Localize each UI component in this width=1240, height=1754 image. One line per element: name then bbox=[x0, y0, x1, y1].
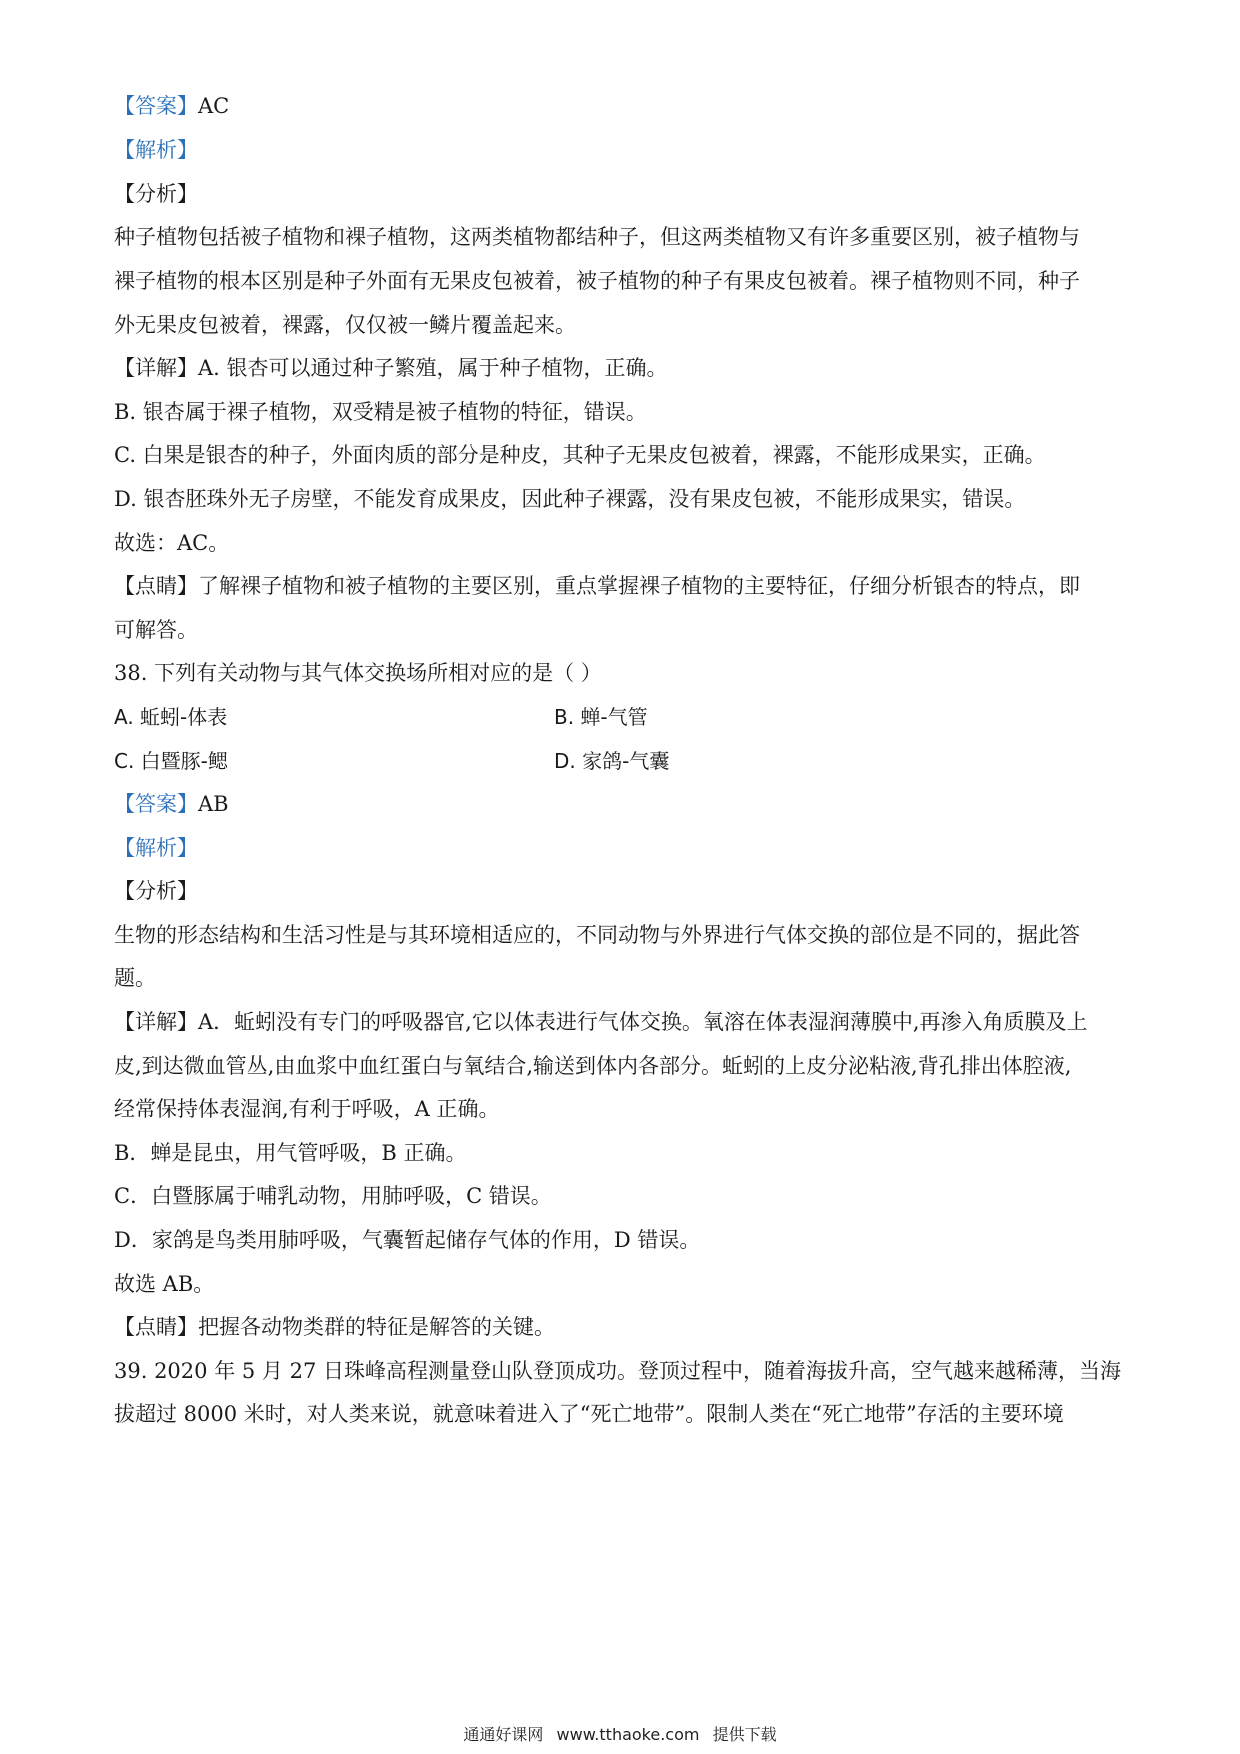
detail-text: A. 银杏可以通过种子繁殖，属于种子植物，正确。 bbox=[198, 356, 668, 380]
detail-line: B．蝉是昆虫，用气管呼吸，B 正确。 bbox=[114, 1141, 467, 1165]
option-d: D. 家鸽-气囊 bbox=[554, 749, 670, 773]
answer-line bbox=[114, 91, 229, 121]
detail-tag: 【详解】 bbox=[114, 356, 198, 380]
dianjing-line bbox=[114, 1312, 555, 1342]
fenxi-tag: 【分析】 bbox=[114, 182, 198, 206]
question-stem: 拔超过 8000 米时，对人类来说，就意味着进入了“死亡地带”。限制人类在“死亡地带”存活的主要环境 bbox=[114, 1402, 1064, 1426]
fenxi-line: 生物的形态结构和生活习性是与其环境相适应的，不同动物与外界进行气体交换的部位是不同的，据此答 bbox=[114, 923, 1080, 947]
answer-line bbox=[114, 789, 229, 819]
detail-line: 皮,到达微血管丛,由血浆中血红蛋白与氧结合,输送到体内各部分。蚯蚓的上皮分泌粘液,背孔排出体腔液, bbox=[114, 1054, 1072, 1078]
option-c: C. 白暨豚-鳃 bbox=[114, 749, 228, 773]
detail-line: B. 银杏属于裸子植物，双受精是被子植物的特征，错误。 bbox=[114, 400, 647, 424]
analysis-tag: 【解析】 bbox=[114, 836, 198, 860]
footer-site: 通通好课网 bbox=[463, 1725, 544, 1744]
detail-line bbox=[114, 353, 668, 383]
detail-line: C. 白果是银杏的种子，外面肉质的部分是种皮，其种子无果皮包被着，裸露，不能形成果实，正确。 bbox=[114, 443, 1046, 467]
page-footer bbox=[0, 1724, 1240, 1746]
conclusion-line: 故选：AC。 bbox=[114, 531, 230, 555]
detail-line: D. 银杏胚珠外无子房壁，不能发育成果皮，因此种子裸露，没有果皮包被，不能形成果实，错误。 bbox=[114, 487, 1026, 511]
fenxi-tag: 【分析】 bbox=[114, 879, 198, 903]
detail-line: D．家鸽是鸟类用肺呼吸，气囊暂起储存气体的作用，D 错误。 bbox=[114, 1228, 701, 1252]
footer-url[interactable]: www.tthaoke.com bbox=[556, 1725, 700, 1744]
detail-text: A．蚯蚓没有专门的呼吸器官,它以体表进行气体交换。氧溶在体表湿润薄膜中,再渗入角质膜及上 bbox=[198, 1010, 1088, 1034]
dianjing-tag: 【点睛】 bbox=[114, 574, 198, 598]
fenxi-line: 外无果皮包被着，裸露，仅仅被一鳞片覆盖起来。 bbox=[114, 313, 576, 337]
detail-line: C．白暨豚属于哺乳动物，用肺呼吸，C 错误。 bbox=[114, 1184, 552, 1208]
answer-tag: 【答案】 bbox=[114, 94, 198, 118]
footer-note: 提供下载 bbox=[712, 1725, 777, 1744]
fenxi-line: 题。 bbox=[114, 966, 156, 990]
answer-value: AC bbox=[198, 94, 230, 118]
question-stem: 38. 下列有关动物与其气体交换场所相对应的是（ ） bbox=[114, 661, 602, 685]
dianjing-line bbox=[114, 571, 1080, 601]
answer-tag: 【答案】 bbox=[114, 792, 198, 816]
dianjing-line: 可解答。 bbox=[114, 618, 198, 642]
detail-tag: 【详解】 bbox=[114, 1010, 198, 1034]
option-b: B. 蝉-气管 bbox=[554, 705, 648, 729]
conclusion-line: 故选 AB。 bbox=[114, 1272, 215, 1296]
fenxi-line: 种子植物包括被子植物和裸子植物，这两类植物都结种子，但这两类植物又有许多重要区别，被子植物与 bbox=[114, 225, 1080, 249]
detail-line bbox=[114, 1007, 1088, 1037]
question-stem: 39. 2020 年 5 月 27 日珠峰高程测量登山队登顶成功。登顶过程中，随着海拔升高，空气越来越稀薄，当海 bbox=[114, 1359, 1121, 1383]
dianjing-tag: 【点睛】 bbox=[114, 1315, 198, 1339]
dianjing-text: 了解裸子植物和被子植物的主要区别，重点掌握裸子植物的主要特征，仔细分析银杏的特点，即 bbox=[198, 574, 1080, 598]
analysis-tag: 【解析】 bbox=[114, 138, 198, 162]
answer-value: AB bbox=[198, 792, 229, 816]
detail-line: 经常保持体表湿润,有利于呼吸，A 正确。 bbox=[114, 1097, 500, 1121]
option-a: A. 蚯蚓-体表 bbox=[114, 705, 228, 729]
dianjing-text: 把握各动物类群的特征是解答的关键。 bbox=[198, 1315, 555, 1339]
fenxi-line: 裸子植物的根本区别是种子外面有无果皮包被着，被子植物的种子有果皮包被着。裸子植物则不同，种子 bbox=[114, 269, 1080, 293]
